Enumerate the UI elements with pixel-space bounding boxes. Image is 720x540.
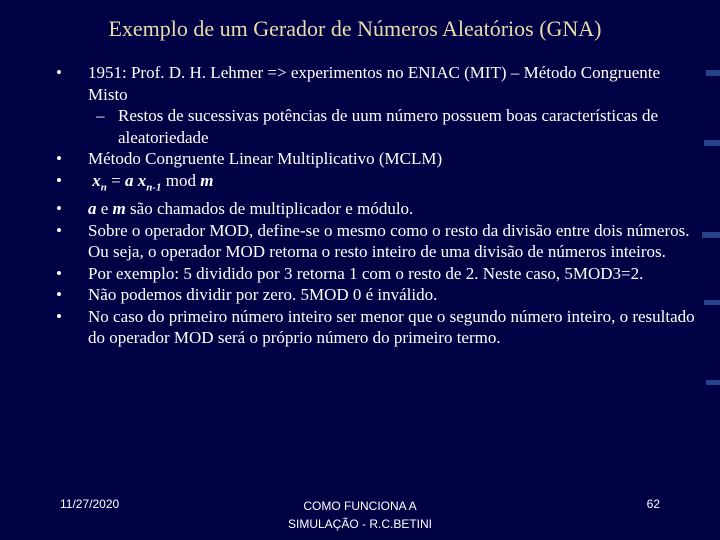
- decor-bar: [706, 70, 720, 76]
- formula: $x_n = a$ $x_{n-1}$ mod m: [92, 170, 214, 193]
- bullet-item: [56, 284, 696, 306]
- bullet-text: Sobre o operador MOD, define-se o mesmo como o resto da divisão entre dois números. Ou seja, o operador MOD retorna o resto inteiro de uma divisão de números inteiros.: [88, 220, 690, 262]
- footer-date: 11/27/2020: [60, 497, 120, 511]
- bullet-text: Por exemplo: 5 dividido por 3 retorna 1 com o resto de 2. Neste caso, 5MOD3=2.: [88, 263, 644, 283]
- bullet-item: [56, 263, 696, 285]
- bullet-icon: •: [56, 170, 62, 190]
- bullet-icon: •: [56, 199, 62, 219]
- bullet-item: [56, 62, 696, 105]
- bullet-text: 1951: Prof. D. H. Lehmer => experimentos no ENIAC (MIT) – Método Congruente Misto: [88, 63, 661, 104]
- sub-bullet-item: [56, 105, 696, 148]
- bullet-item: [56, 220, 696, 263]
- slide-title: Exemplo de um Gerador de Números Aleatórios (GNA): [108, 16, 602, 41]
- decor-bar: [704, 140, 720, 146]
- page-number: 62: [646, 497, 660, 511]
- footer-title-line: SIMULAÇÃO - R.C.BETINI: [287, 517, 433, 531]
- bullet-item: [56, 306, 696, 349]
- footer-title-line: COMO FUNCIONA A: [303, 499, 417, 513]
- bullet-icon: •: [56, 306, 62, 326]
- bullet-icon: •: [56, 63, 62, 82]
- decor-bar: [704, 300, 720, 305]
- bullet-text: Não podemos dividir por zero. 5MOD 0 é inválido.: [88, 285, 438, 305]
- bullet-item-formula: [56, 170, 696, 199]
- bullet-icon: •: [56, 285, 62, 305]
- bullet-icon: •: [56, 220, 62, 240]
- bullet-list: [56, 62, 696, 349]
- bullet-text: a e m são chamados de multiplicador e módulo.: [88, 199, 414, 219]
- footer-title: [260, 497, 460, 533]
- bullet-icon: •: [56, 263, 62, 283]
- bullet-text: Método Congruente Linear Multiplicativo (MCLM): [88, 149, 443, 168]
- decor-bar: [706, 380, 720, 385]
- bullet-item: [56, 148, 696, 170]
- bullet-item: [56, 198, 696, 220]
- dash-icon: –: [96, 106, 105, 125]
- sub-bullet-text: Restos de sucessivas potências de uum número possuem boas características de aleatoriedade: [118, 106, 659, 147]
- bullet-icon: •: [56, 149, 62, 168]
- decor-bar: [702, 232, 720, 238]
- bullet-text: No caso do primeiro número inteiro ser menor que o segundo número inteiro, o resultado do operador MOD será o próprio número do primeiro termo.: [88, 306, 695, 348]
